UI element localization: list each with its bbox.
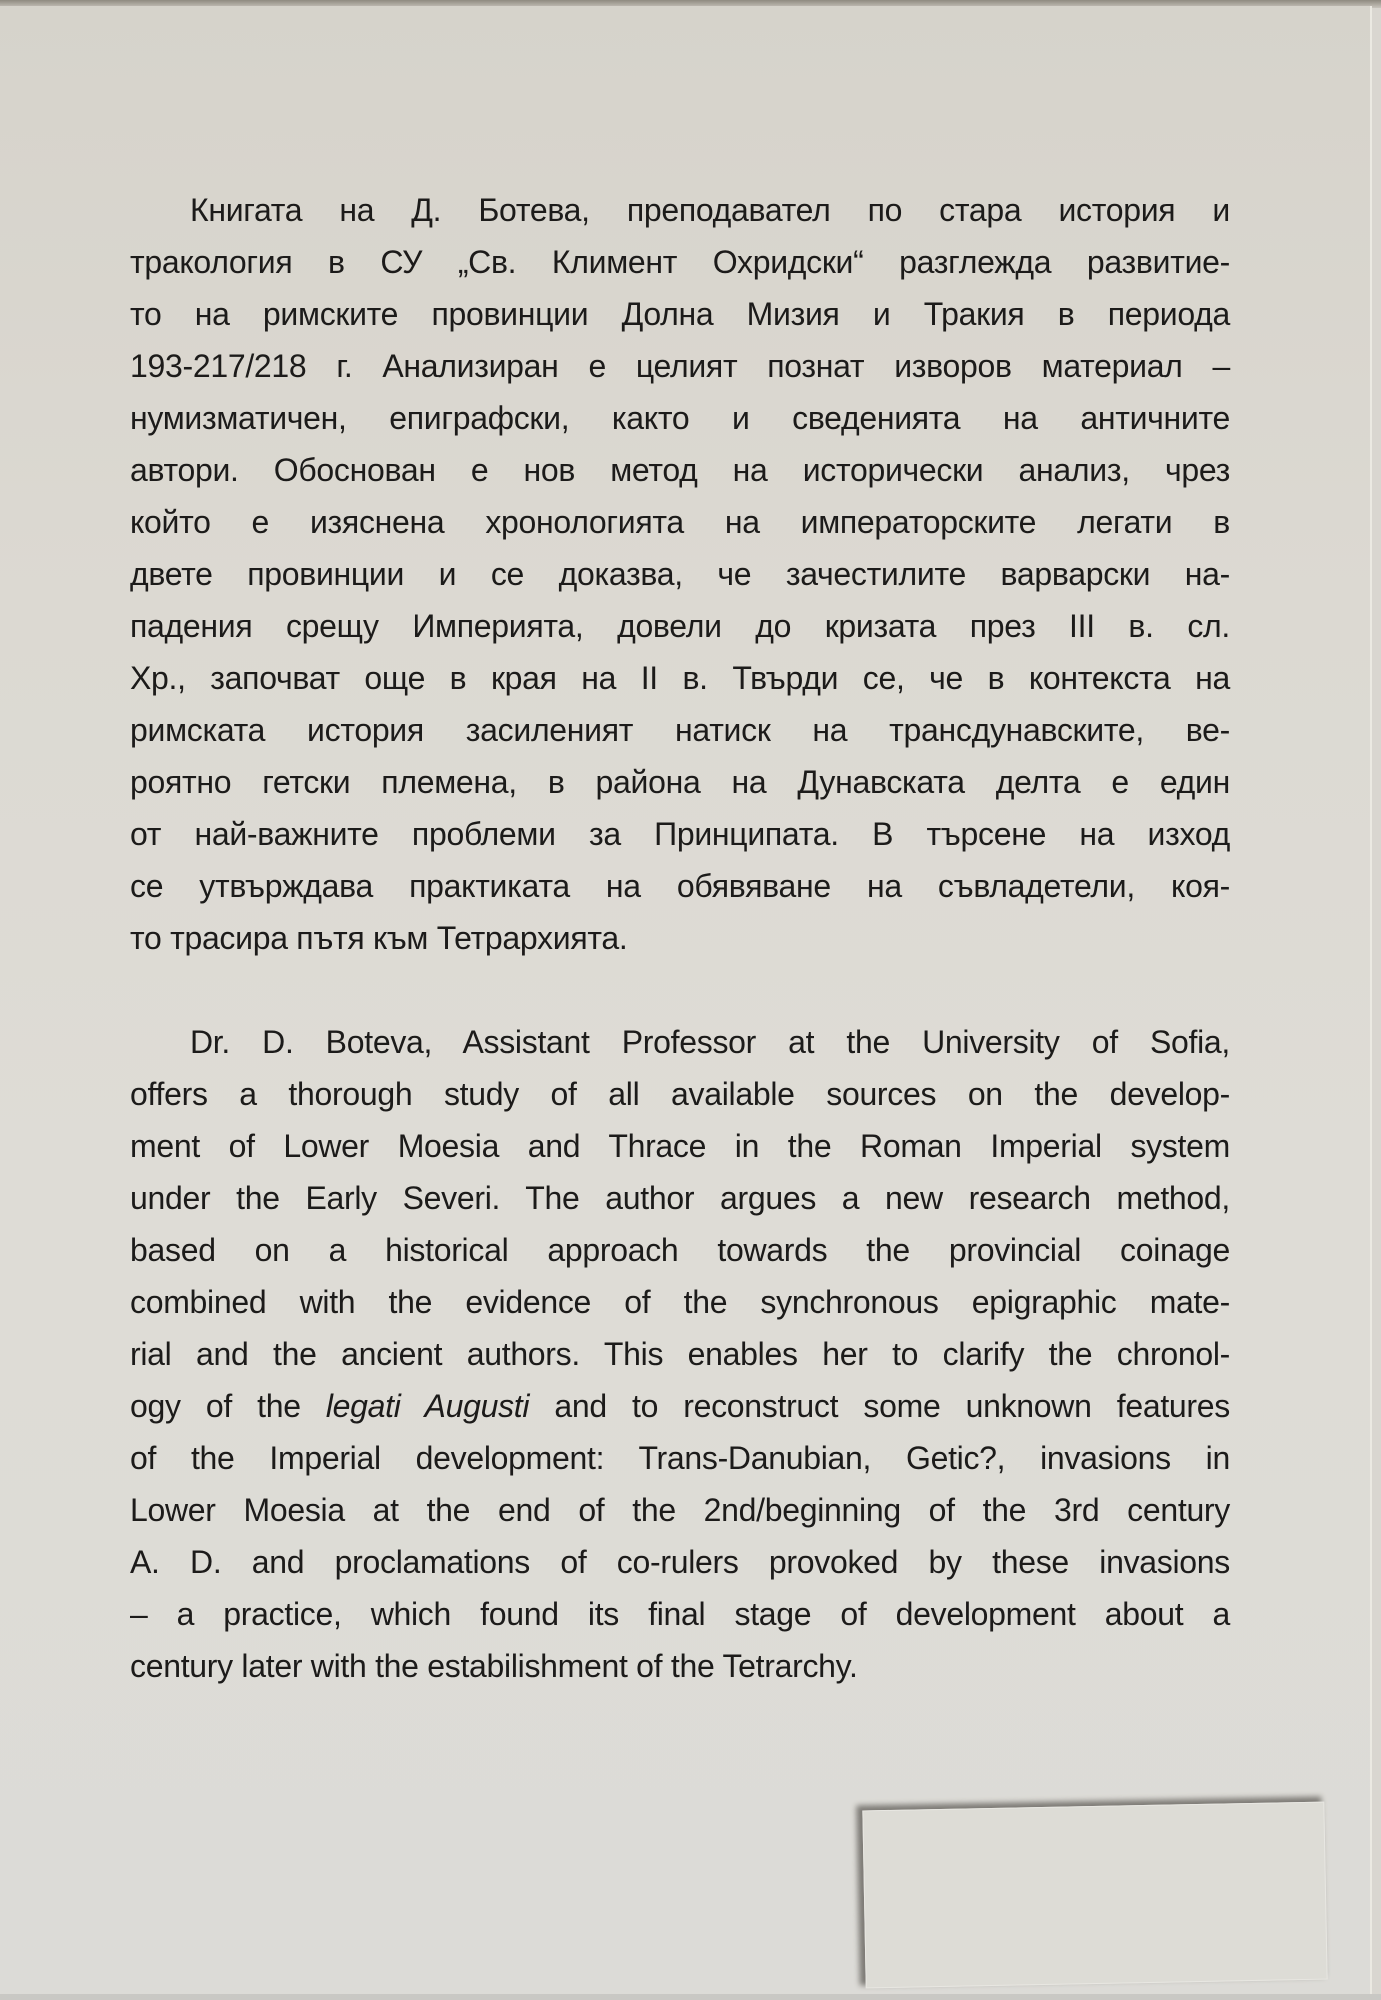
text-line: то трасира пътя към Тетрархията.	[130, 920, 628, 956]
text-line: A. D. and proclamations of co-rulers provoked by these invasions	[130, 1544, 1230, 1580]
text-line: Книгата на Д. Ботева, преподавател по стара история и	[190, 192, 1230, 228]
text-line: то на римските провинции Долна Мизия и Тракия в периода	[130, 296, 1230, 332]
text-line: двете провинции и се доказва, че зачестилите варварски на-	[130, 556, 1230, 592]
text-line: роятно гетски племена, в района на Дунавската делта е един	[130, 764, 1230, 800]
text-line: от най-важните проблеми за Принципата. В търсене на изход	[130, 816, 1230, 852]
text-line: римската история засиленият натиск на трансдунавските, ве-	[130, 712, 1230, 748]
paragraph-english	[130, 1016, 1230, 1692]
text-run: and to reconstruct some unknown features	[529, 1388, 1230, 1424]
cover-bottom-edge	[0, 1994, 1381, 2000]
text-line: under the Early Severi. The author argues a new research method,	[130, 1180, 1230, 1216]
text-line: combined with the evidence of the synchronous epigraphic mate-	[130, 1284, 1230, 1320]
text-line: century later with the estabilishment of the Tetrarchy.	[130, 1648, 858, 1684]
blank-sticker-label	[862, 1802, 1327, 1989]
text-line: offers a thorough study of all available sources on the develop-	[130, 1076, 1230, 1112]
text-line: който е изяснена хронологията на императорските легати в	[130, 504, 1230, 540]
text-line: автори. Обоснован е нов метод на исторически анализ, чрез	[130, 452, 1230, 488]
text-line: Lower Moesia at the end of the 2nd/beginning of the 3rd century	[130, 1492, 1230, 1528]
text-line: се утвърждава практиката на обявяване на съвладетели, коя-	[130, 868, 1230, 904]
text-line: ment of Lower Moesia and Thrace in the Roman Imperial system	[130, 1128, 1230, 1164]
paragraph-bulgarian	[130, 184, 1230, 964]
text-line: of the Imperial development: Trans-Danubian, Getic?, invasions in	[130, 1440, 1230, 1476]
text-line	[130, 1380, 1230, 1432]
text-line: тракология в СУ „Св. Климент Охридски“ разглежда развитие-	[130, 244, 1230, 280]
text-line: Dr. D. Boteva, Assistant Professor at the University of Sofia,	[190, 1024, 1230, 1060]
text-line: – a practice, which found its final stage of development about a	[130, 1596, 1230, 1632]
text-line: 193-217/218 г. Анализиран е целият познат изворов материал –	[130, 348, 1230, 384]
book-back-cover	[0, 6, 1372, 1994]
text-line: нумизматичен, епиграфски, както и сведенията на античните	[130, 400, 1230, 436]
text-line: based on a historical approach towards the provincial coinage	[130, 1232, 1230, 1268]
italic-term: legati Augusti	[325, 1388, 530, 1424]
text-line: падения срещу Империята, довели до кризата през III в. сл.	[130, 608, 1230, 644]
text-run: ogy of the	[130, 1388, 326, 1424]
text-line: rial and the ancient authors. This enables her to clarify the chronol-	[130, 1336, 1230, 1372]
text-line: Хр., започват още в края на II в. Твърди се, че в контекста на	[130, 660, 1230, 696]
